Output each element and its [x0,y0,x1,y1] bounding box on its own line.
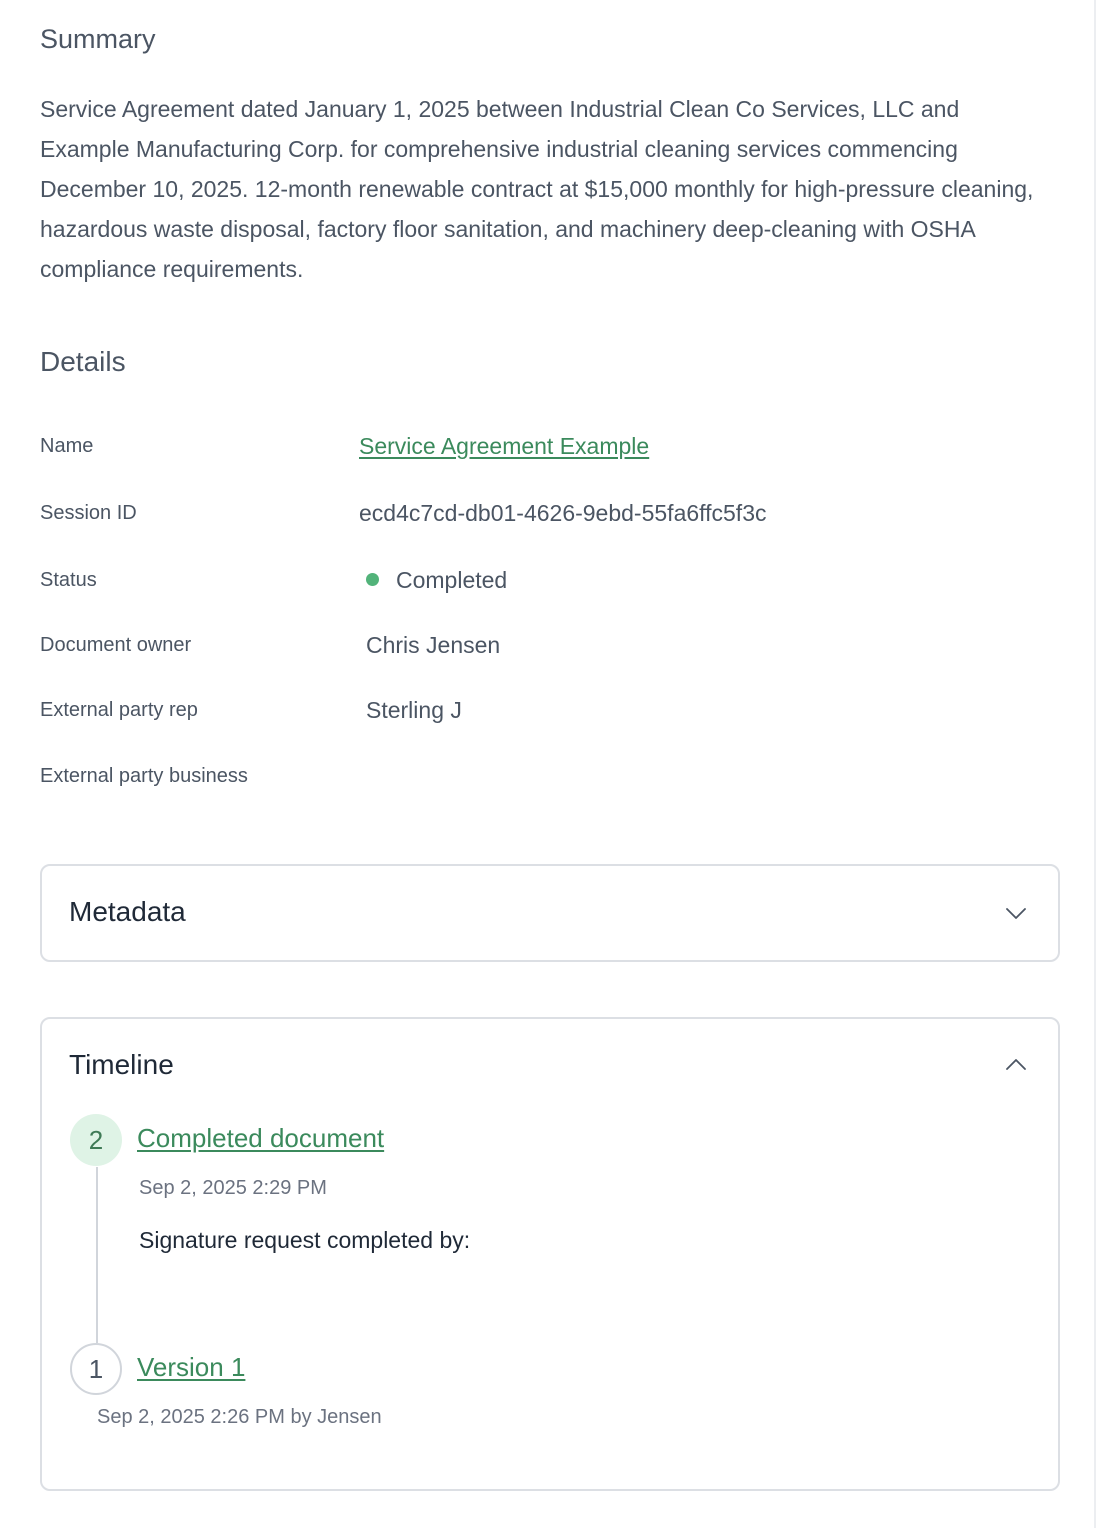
timeline-connector [96,1167,98,1343]
status-text: Completed [396,567,508,593]
timeline-accordion [40,1017,1060,1491]
timeline-event-link-completed-document[interactable]: Completed document [137,1123,385,1153]
timeline-event-description: Signature request completed by: [139,1227,471,1253]
session-id-value: ecd4c7cd-db01-4626-9ebd-55fa6ffc5f3c [359,500,767,526]
detail-row-external-party-business [40,756,1058,796]
detail-label-name: Name [40,435,94,457]
metadata-accordion[interactable] [40,864,1060,962]
timeline-event-link-version-1[interactable]: Version 1 [137,1352,246,1382]
detail-label-document-owner: Document owner [40,634,192,656]
timeline-step-badge: 1 [70,1343,122,1395]
detail-row-name [40,426,1058,466]
document-name-link[interactable]: Service Agreement Example [359,433,650,459]
timeline-event-date: Sep 2, 2025 2:26 PM by Jensen [97,1406,382,1428]
detail-row-external-party-rep [40,690,1058,730]
status-value [359,560,507,600]
timeline-step-badge: 2 [70,1114,122,1166]
document-owner-value: Chris Jensen [366,632,501,658]
chevron-up-icon[interactable] [1004,1053,1028,1077]
status-dot-icon [366,573,379,586]
detail-label-status: Status [40,569,97,591]
detail-label-external-party-business: External party business [40,765,248,787]
metadata-title: Metadata [69,896,186,927]
summary-text: Service Agreement dated January 1, 2025 between Industrial Clean Co Services, LLC and Example Manufacturing Corp. for comprehensive industrial cleaning services commencing December 10, 2025. 12-month renewable contract at $15,000 monthly for high-pressure cleaning, hazardous waste disposal, factory floor sanitation, and machinery deep-cleaning with OSHA compliance requirements. [40,96,1034,282]
summary-heading: Summary [40,24,156,54]
detail-label-external-party-rep: External party rep [40,699,198,721]
details-heading: Details [40,346,126,377]
timeline-event-date: Sep 2, 2025 2:29 PM [139,1177,327,1199]
detail-row-session-id [40,493,1058,533]
detail-row-status [40,560,1058,600]
external-party-rep-value: Sterling J [366,697,462,723]
timeline-title: Timeline [69,1049,174,1080]
chevron-down-icon[interactable] [1004,901,1028,925]
detail-row-document-owner [40,625,1058,665]
detail-label-session-id: Session ID [40,502,137,524]
